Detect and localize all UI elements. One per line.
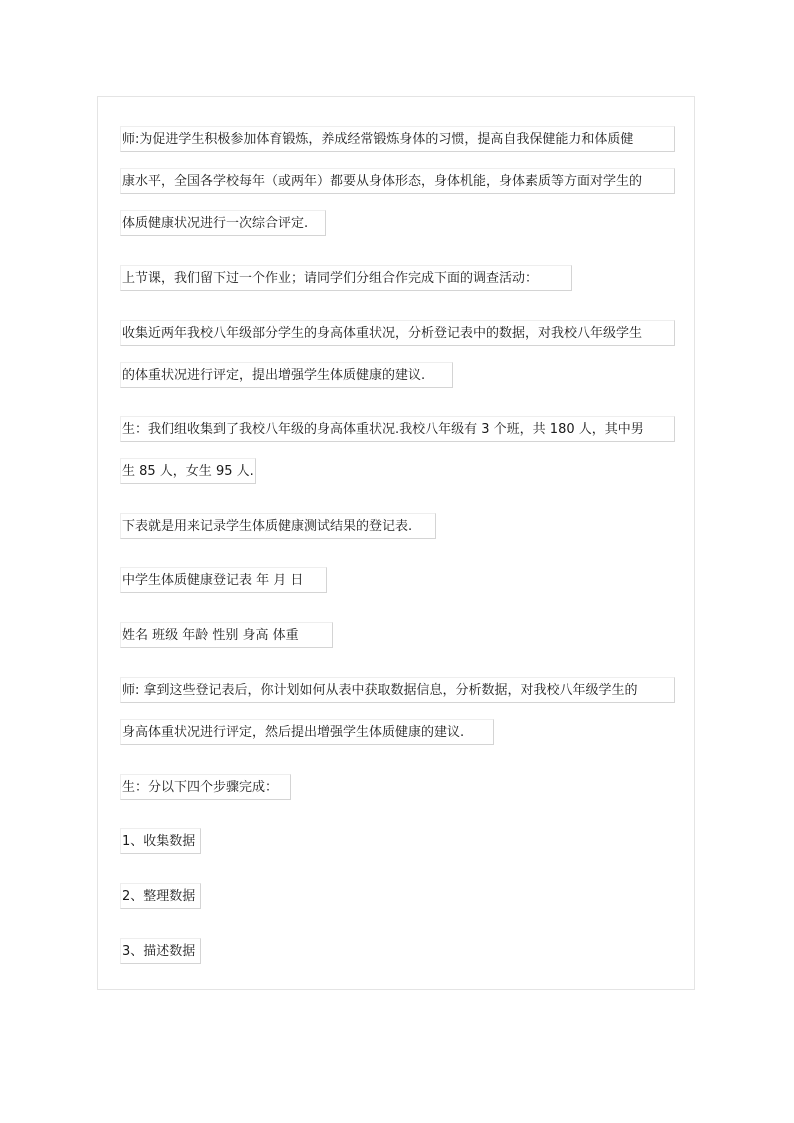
paragraph-line: 收集近两年我校八年级部分学生的身高体重状况，分析登记表中的数据，对我校八年级学生	[120, 320, 675, 346]
paragraph-line: 师:为促进学生积极参加体育锻炼，养成经常锻炼身体的习惯，提高自我保健能力和体质健	[120, 126, 675, 152]
paragraph-line: 生：我们组收集到了我校八年级的身高体重状况.我校八年级有 3 个班，共 180 人，其中男	[120, 416, 675, 442]
step-item: 3、描述数据	[120, 938, 201, 964]
paragraph-line: 体质健康状况进行一次综合评定.	[120, 210, 326, 236]
paragraph-line: 生：分以下四个步骤完成：	[120, 774, 291, 800]
paragraph-line: 的体重状况进行评定，提出增强学生体质健康的建议.	[120, 362, 453, 388]
paragraph-line: 生 85 人，女生 95 人.	[120, 458, 256, 484]
paragraph-line: 上节课，我们留下过一个作业；请同学们分组合作完成下面的调查活动：	[120, 265, 572, 291]
step-item: 1、收集数据	[120, 828, 201, 854]
paragraph-line: 师: 拿到这些登记表后，你计划如何从表中获取数据信息，分析数据，对我校八年级学生的	[120, 677, 675, 703]
step-item: 2、整理数据	[120, 883, 201, 909]
paragraph-line: 身高体重状况进行评定，然后提出增强学生体质健康的建议.	[120, 719, 494, 745]
register-form-columns: 姓名 班级 年龄 性别 身高 体重	[120, 622, 333, 648]
paragraph-line: 下表就是用来记录学生体质健康测试结果的登记表.	[120, 513, 436, 539]
register-form-title: 中学生体质健康登记表 年 月 日	[120, 567, 327, 593]
paragraph-line: 康水平，全国各学校每年（或两年）都要从身体形态，身体机能，身体素质等方面对学生的	[120, 168, 675, 194]
